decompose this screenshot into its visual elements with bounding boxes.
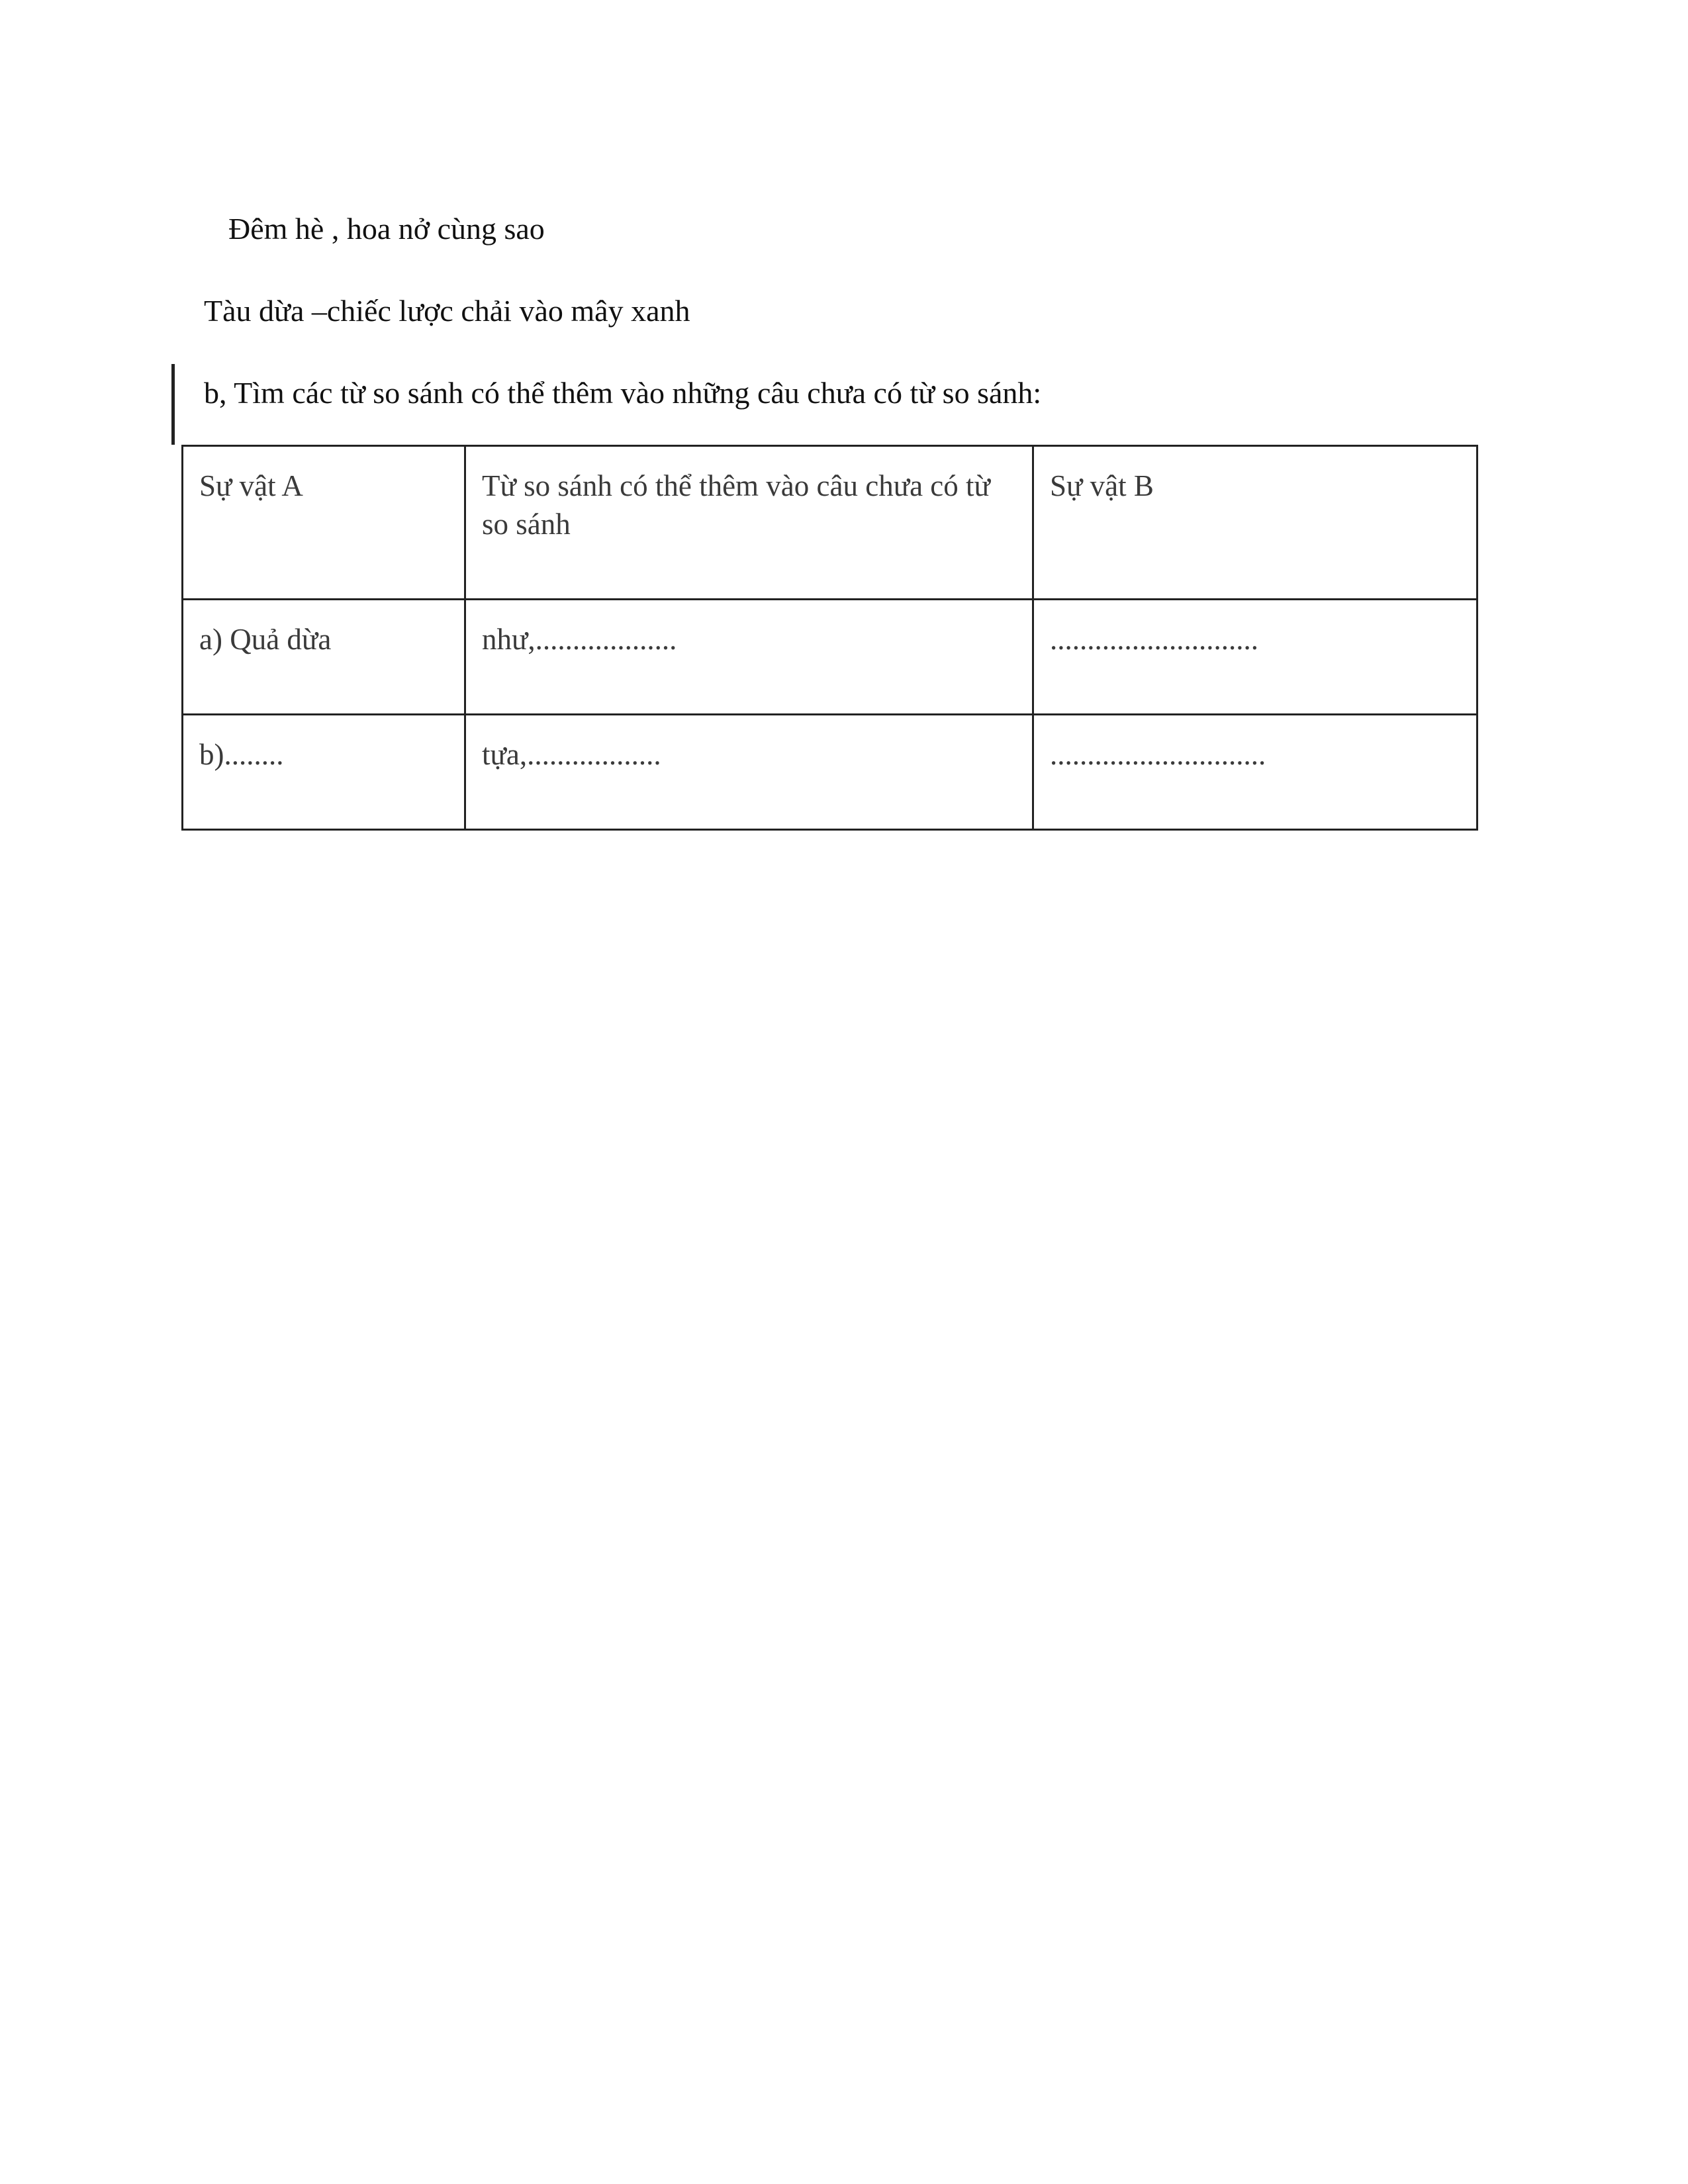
table-header-row: [183, 446, 1477, 600]
table-cell: tựa,..................: [465, 715, 1033, 830]
header-cell-su-vat-b: Sự vật B: [1033, 446, 1477, 600]
poem-line-2: Tàu dừa –chiếc lược chải vào mây xanh: [204, 294, 690, 328]
comparison-table: [181, 445, 1478, 831]
exercise-instruction: b, Tìm các từ so sánh có thể thêm vào những câu chưa có từ so sánh:: [204, 376, 1042, 410]
revision-change-bar: [171, 364, 175, 445]
table-cell: a) Quả dừa: [183, 600, 465, 715]
table-cell: b)........: [183, 715, 465, 830]
table-row: [183, 715, 1477, 830]
table-row: [183, 600, 1477, 715]
table-cell: ............................: [1033, 600, 1477, 715]
poem-line-1: Đêm hè , hoa nở cùng sao: [228, 212, 545, 246]
header-cell-su-vat-a: Sự vật A: [183, 446, 465, 600]
header-cell-tu-so-sanh: Từ so sánh có thể thêm vào câu chưa có từ so sánh: [465, 446, 1033, 600]
table-cell: như,...................: [465, 600, 1033, 715]
table-cell: .............................: [1033, 715, 1477, 830]
